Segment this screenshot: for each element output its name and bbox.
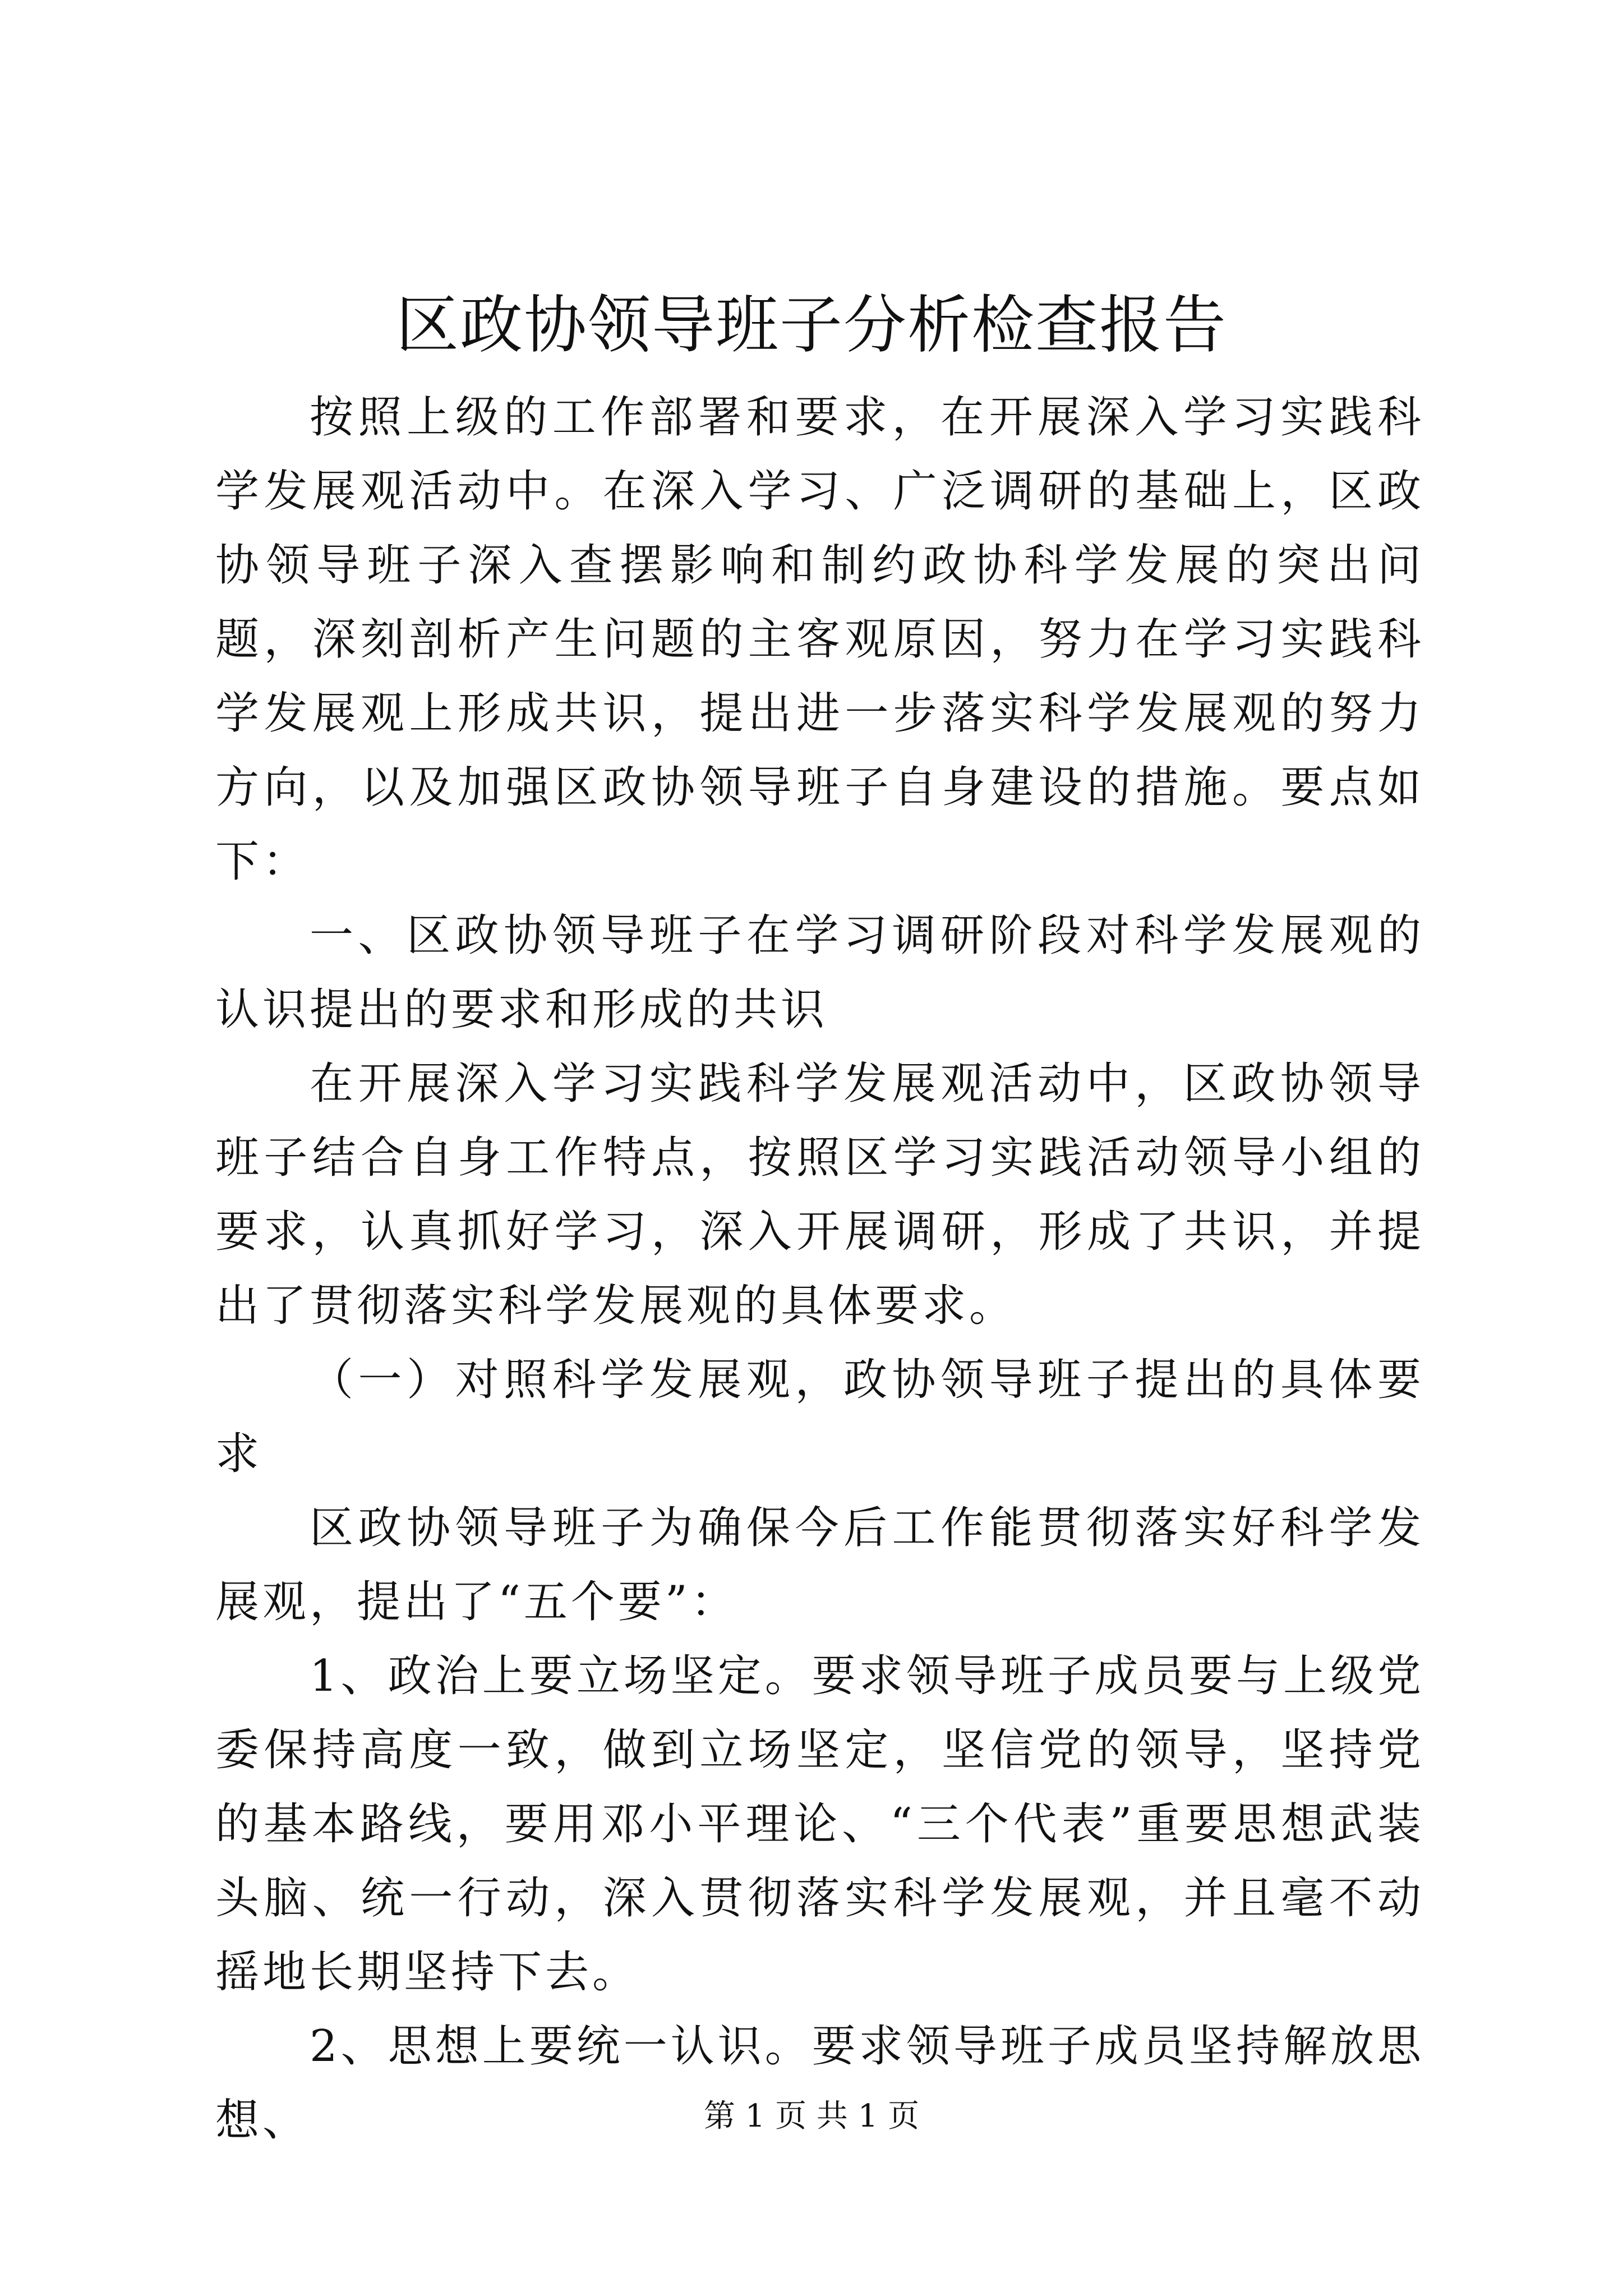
paragraph-intro: 按照上级的工作部署和要求，在开展深入学习实践科学发展观活动中。在深入学习、广泛调研的基础上，区政协领导班子深入查摆影响和制约政协科学发展的突出问题，深刻剖析产生问题的主客观原因，努力在学习实践科学发展观上形成共识，提出进一步落实科学发展观的努力方向，以及加强区政协领导班子自身建设的措施。要点如下： bbox=[215, 392, 1424, 887]
subsection-heading-1: （一）对照科学发展观，政协领导班子提出的具体要求 bbox=[215, 1355, 1424, 1479]
paragraph-section-1: 在开展深入学习实践科学发展观活动中，区政协领导班子结合自身工作特点，按照区学习实践活动领导小组的要求，认真抓好学习，深入开展调研，形成了共识，并提出了贯彻落实科学发展观的具体要求。 bbox=[215, 1059, 1424, 1331]
list-item-2: 2、思想上要统一认识。要求领导班子成员坚持解放思想、 bbox=[215, 2021, 1424, 2146]
document-title: 区政协领导班子分析检查报告 bbox=[396, 289, 1227, 362]
page-footer: 第 1 页 共 1 页 bbox=[703, 2098, 920, 2134]
section-heading-1: 一、区政协领导班子在学习调研阶段对科学发展观的认识提出的要求和形成的共识 bbox=[215, 910, 1424, 1035]
document-body bbox=[215, 380, 1424, 2157]
list-item-1: 1、政治上要立场坚定。要求领导班子成员要与上级党委保持高度一致，做到立场坚定，坚信党的领导，坚持党的基本路线，要用邓小平理论、“三个代表”重要思想武装头脑、统一行动，深入贯彻落实科学发展观，并且毫不动摇地长期坚持下去。 bbox=[215, 1651, 1424, 1998]
paragraph-five-requirements: 区政协领导班子为确保今后工作能贯彻落实好科学发展观，提出了“五个要”： bbox=[215, 1503, 1424, 1627]
